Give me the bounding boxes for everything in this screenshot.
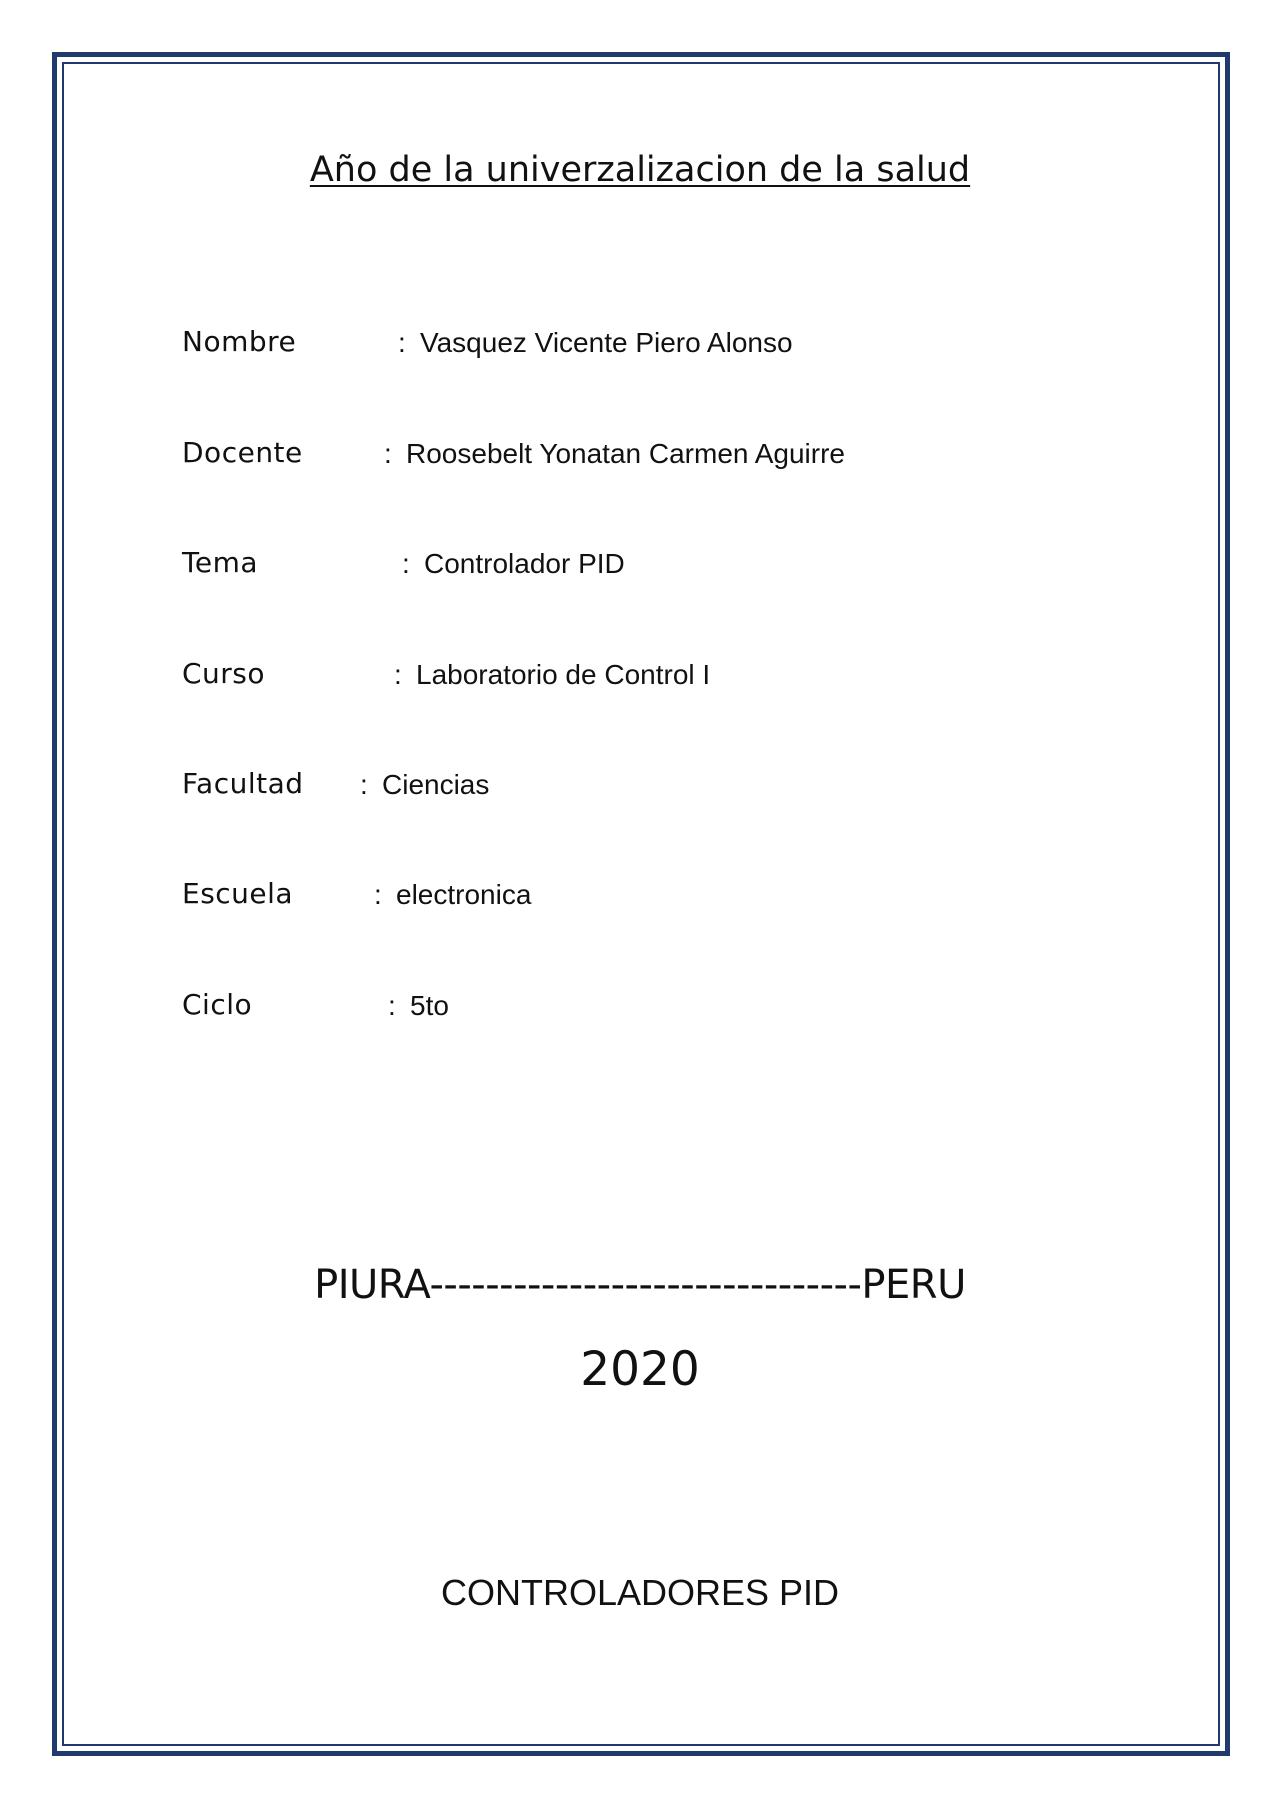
- field-label-escuela: Escuela: [182, 877, 294, 910]
- field-value-escuela: electronica: [396, 879, 532, 910]
- year-line: 2020: [580, 1342, 700, 1397]
- subject-title: CONTROLADORES PID: [440, 1572, 840, 1613]
- field-value-facultad: Ciencias: [382, 769, 490, 800]
- location-line: PIURA-------------------------------PERU: [314, 1262, 966, 1308]
- field-separator: :: [388, 990, 396, 1021]
- field-value-tema: Controlador PID: [424, 548, 625, 579]
- field-separator: :: [360, 769, 368, 800]
- field-separator: :: [398, 327, 406, 358]
- field-label-ciclo: Ciclo: [182, 988, 253, 1021]
- field-value-nombre: Vasquez Vicente Piero Alonso: [420, 327, 793, 358]
- field-value-curso: Laboratorio de Control I: [416, 659, 711, 690]
- header-title: Año de la univerzalizacion de la salud: [309, 150, 971, 190]
- field-separator: :: [374, 879, 382, 910]
- field-label-curso: Curso: [182, 657, 266, 690]
- field-label-docente: Docente: [182, 436, 303, 469]
- field-value-docente: Roosebelt Yonatan Carmen Aguirre: [406, 438, 845, 469]
- field-label-nombre: Nombre: [182, 325, 297, 358]
- field-separator: :: [394, 659, 402, 690]
- field-separator: :: [402, 548, 410, 579]
- field-label-facultad: Facultad: [182, 767, 304, 800]
- field-label-tema: Tema: [182, 546, 259, 579]
- field-separator: :: [384, 438, 392, 469]
- field-value-ciclo: 5to: [410, 990, 449, 1021]
